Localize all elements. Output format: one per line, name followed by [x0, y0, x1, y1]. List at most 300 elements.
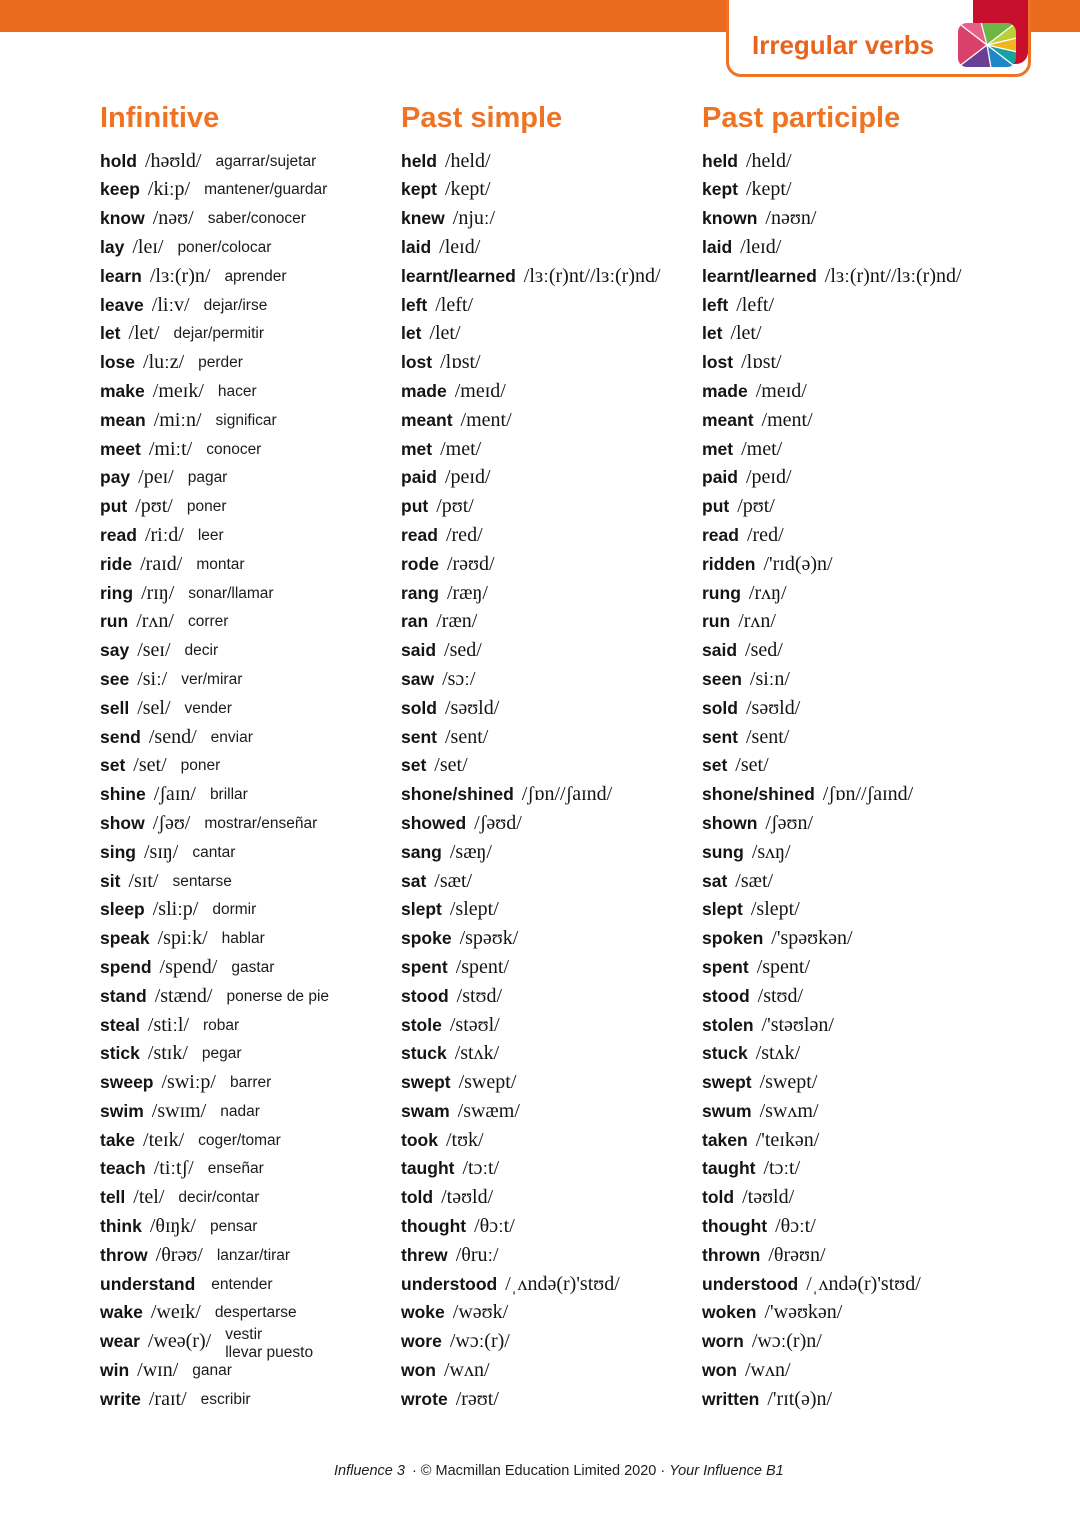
phonetic-transcription: /θɔːt/ — [474, 1215, 515, 1238]
verb-row — [702, 665, 962, 694]
spanish-translation — [203, 1017, 239, 1034]
phonetic-transcription: /ˌʌndə(r)'stʊd/ — [806, 1272, 921, 1295]
verb-row — [702, 1385, 962, 1414]
phonetic-transcription: /leɪd/ — [439, 235, 481, 258]
verb-row — [702, 550, 962, 579]
verb-row — [100, 636, 329, 665]
translation-line: vestir — [225, 1326, 263, 1344]
verb-form: thrown — [702, 1244, 761, 1265]
verb-row — [100, 953, 329, 982]
verb-row — [702, 406, 962, 435]
verb-form: paid — [401, 467, 437, 488]
translation-line: poner — [180, 757, 221, 775]
phonetic-transcription: /θrəʊ/ — [155, 1243, 203, 1266]
verb-row — [401, 175, 661, 204]
phonetic-transcription: /tel/ — [133, 1186, 165, 1209]
spanish-translation — [178, 1189, 259, 1206]
verb-row — [401, 1327, 661, 1356]
phonetic-transcription: /rʌŋ/ — [748, 581, 787, 604]
verb-form: put — [100, 496, 128, 517]
phonetic-transcription: /wəʊk/ — [452, 1301, 509, 1324]
spanish-translation — [204, 815, 317, 832]
verb-form: ridden — [702, 553, 756, 574]
verb-form: stood — [401, 985, 449, 1006]
translation-line: leer — [197, 526, 224, 544]
verb-form: ride — [100, 553, 133, 574]
phonetic-transcription: /weə(r)/ — [147, 1330, 212, 1353]
phonetic-transcription: /lɜː(r)nt//lɜː(r)nd/ — [523, 264, 661, 287]
verb-form: knew — [401, 208, 445, 229]
verb-form: meant — [702, 409, 754, 430]
verb-form: think — [100, 1216, 142, 1237]
verb-row — [100, 147, 329, 176]
phonetic-transcription: /red/ — [746, 523, 784, 546]
verb-form: threw — [401, 1244, 448, 1265]
phonetic-transcription: /set/ — [133, 754, 167, 777]
verb-row — [401, 982, 661, 1011]
verb-row — [100, 1385, 329, 1414]
translation-line: mostrar/enseñar — [204, 814, 318, 832]
verb-row — [401, 1183, 661, 1212]
verb-row — [100, 1326, 329, 1362]
verb-form: wore — [401, 1331, 442, 1352]
verb-form: hold — [100, 150, 137, 171]
verb-row — [100, 319, 329, 348]
spanish-translation — [198, 354, 243, 371]
translation-line: conocer — [206, 440, 262, 458]
verb-form: sweep — [100, 1072, 154, 1093]
verb-row — [702, 1270, 962, 1299]
verb-row — [401, 953, 661, 982]
verb-row — [401, 751, 661, 780]
verb-row — [401, 1385, 661, 1414]
phonetic-transcription: /meɪd/ — [755, 379, 807, 402]
phonetic-transcription: /wɔː(r)/ — [449, 1330, 510, 1353]
phonetic-transcription: /sent/ — [444, 725, 489, 748]
verb-row — [100, 751, 329, 780]
section-title: Irregular verbs — [752, 30, 935, 60]
phonetic-transcription: /wɔː(r)n/ — [751, 1330, 822, 1353]
verb-row — [401, 463, 661, 492]
verb-form: stand — [100, 985, 147, 1006]
verb-form: known — [702, 208, 758, 229]
verb-form: paid — [702, 467, 738, 488]
phonetic-transcription: /siː/ — [137, 667, 168, 690]
spanish-translation — [188, 585, 273, 602]
verb-row — [100, 463, 329, 492]
phonetic-transcription: /pʊt/ — [135, 495, 173, 518]
verb-form: lost — [702, 352, 734, 373]
verb-form: sit — [100, 870, 121, 891]
phonetic-transcription: /let/ — [128, 322, 160, 345]
verb-form: sat — [401, 870, 427, 891]
translation-line: despertarse — [214, 1304, 297, 1322]
phonetic-transcription: /tʊk/ — [445, 1128, 484, 1151]
phonetic-transcription: /'wəʊkən/ — [764, 1301, 843, 1324]
verb-row — [702, 319, 962, 348]
verb-form: read — [100, 524, 137, 545]
verb-form: sleep — [100, 899, 145, 920]
phonetic-transcription: /sliːp/ — [152, 898, 199, 921]
phonetic-transcription: /peɪ/ — [138, 466, 174, 489]
verb-form: rode — [401, 553, 439, 574]
verb-form: spent — [401, 956, 448, 977]
phonetic-transcription: /send/ — [148, 725, 197, 748]
verb-form: send — [100, 726, 141, 747]
verb-row — [100, 1039, 329, 1068]
verb-form: throw — [100, 1244, 148, 1265]
phonetic-transcription: /θruː/ — [455, 1243, 499, 1266]
verb-row — [401, 1126, 661, 1155]
verb-form: met — [702, 438, 734, 459]
verb-form: seen — [702, 668, 742, 689]
verb-form: stuck — [702, 1043, 748, 1064]
verb-form: win — [100, 1360, 130, 1381]
verb-form: rang — [401, 582, 439, 603]
verb-row — [401, 1011, 661, 1040]
phonetic-transcription: /met/ — [440, 437, 482, 460]
verb-form: let — [100, 323, 121, 344]
translation-line: decir — [184, 642, 219, 660]
phonetic-transcription: /sʌŋ/ — [751, 840, 791, 863]
verb-row — [100, 1241, 329, 1270]
phonetic-transcription: /tɔːt/ — [763, 1157, 801, 1180]
verb-form: read — [702, 524, 739, 545]
phonetic-transcription: /lɜː(r)n/ — [149, 264, 211, 287]
phonetic-transcription: /miːt/ — [148, 437, 193, 460]
verb-form: stole — [401, 1014, 442, 1035]
verb-row — [100, 895, 329, 924]
phonetic-transcription: /ˌʌndə(r)'stʊd/ — [505, 1272, 620, 1295]
phonetic-transcription: /stɪk/ — [147, 1042, 188, 1065]
phonetic-transcription: /swʌm/ — [759, 1099, 819, 1122]
spanish-translation — [198, 527, 224, 544]
translation-line: coger/tomar — [198, 1131, 281, 1149]
verb-row — [401, 291, 661, 320]
verb-form: swim — [100, 1100, 144, 1121]
verb-row — [702, 1356, 962, 1385]
verb-form: meant — [401, 409, 453, 430]
verb-form: wake — [100, 1302, 143, 1323]
phonetic-transcription: /spent/ — [756, 955, 811, 978]
verb-row — [702, 1154, 962, 1183]
verb-row — [702, 636, 962, 665]
verb-row — [401, 1270, 661, 1299]
translation-line: vender — [184, 699, 232, 717]
phonetic-transcription: /peɪd/ — [745, 466, 792, 489]
section-tab — [726, 0, 1031, 77]
phonetic-transcription: /liːv/ — [151, 293, 190, 316]
verb-row — [702, 377, 962, 406]
verb-form: speak — [100, 928, 150, 949]
spanish-translation — [188, 469, 228, 486]
phonetic-transcription: /ʃaɪn/ — [153, 783, 196, 806]
verb-form: lost — [401, 352, 433, 373]
translation-line: decir/contar — [178, 1189, 260, 1207]
verb-form: won — [702, 1360, 737, 1381]
verb-form: learn — [100, 265, 142, 286]
verb-form: taught — [702, 1158, 756, 1179]
past-participle-list — [702, 147, 962, 1414]
verb-row — [100, 1154, 329, 1183]
verb-row — [100, 867, 329, 896]
footer-book-title: Influence 3 — [334, 1463, 405, 1479]
verb-row — [702, 809, 962, 838]
phonetic-transcription: /θɪŋk/ — [149, 1215, 196, 1238]
spanish-translation — [206, 441, 261, 458]
verb-form: stick — [100, 1043, 140, 1064]
verb-form: shone/shined — [401, 784, 514, 805]
spanish-translation — [218, 383, 257, 400]
verb-form: sell — [100, 697, 130, 718]
spanish-translation — [188, 613, 228, 630]
phonetic-transcription: /'rɪd(ə)n/ — [763, 552, 833, 575]
verb-form: say — [100, 640, 130, 661]
verb-form: told — [702, 1187, 735, 1208]
verb-form: swum — [702, 1100, 752, 1121]
verb-form: slept — [401, 899, 442, 920]
translation-line: enviar — [210, 728, 253, 746]
verb-form: sent — [401, 726, 437, 747]
phonetic-transcription: /miːn/ — [153, 408, 202, 431]
phonetic-transcription: /wʌn/ — [444, 1359, 490, 1382]
verb-row — [100, 348, 329, 377]
spanish-translation — [196, 556, 244, 573]
phonetic-transcription: /θɔːt/ — [775, 1215, 816, 1238]
verb-row — [100, 723, 329, 752]
translation-line: poner/colocar — [177, 238, 272, 256]
verb-row — [702, 895, 962, 924]
verb-form: kept — [702, 179, 738, 200]
verb-row — [100, 233, 329, 262]
phonetic-transcription: /meɪk/ — [152, 379, 204, 402]
spanish-translation — [217, 1247, 290, 1264]
phonetic-transcription: /ʃɒn//ʃaɪnd/ — [521, 783, 613, 806]
spanish-translation — [177, 239, 271, 256]
verb-row — [100, 204, 329, 233]
spanish-translation — [172, 873, 231, 890]
translation-line: ganar — [192, 1362, 232, 1380]
verb-form: understood — [401, 1273, 498, 1294]
phonetic-transcription: /red/ — [445, 523, 483, 546]
verb-row — [401, 924, 661, 953]
verb-row — [100, 1298, 329, 1327]
phonetic-transcription: /njuː/ — [452, 207, 496, 230]
verb-row — [100, 406, 329, 435]
phonetic-transcription: /pʊt/ — [737, 495, 775, 518]
spanish-translation — [215, 153, 316, 170]
phonetic-transcription: /lɜː(r)nt//lɜː(r)nd/ — [824, 264, 962, 287]
verb-row — [401, 1212, 661, 1241]
translation-line: montar — [196, 555, 245, 573]
verb-row — [702, 723, 962, 752]
phonetic-transcription: /ʃəʊ/ — [152, 811, 191, 834]
verb-form: taken — [702, 1129, 748, 1150]
phonetic-transcription: /stʌk/ — [454, 1042, 500, 1065]
phonetic-transcription: /seɪ/ — [137, 639, 171, 662]
translation-line: pegar — [201, 1045, 242, 1063]
verb-row — [401, 838, 661, 867]
past-participle-heading: Past participle — [702, 102, 901, 134]
verb-row — [702, 1183, 962, 1212]
verb-row — [702, 1097, 962, 1126]
verb-row — [401, 867, 661, 896]
verb-row — [401, 665, 661, 694]
verb-form: show — [100, 812, 145, 833]
verb-row — [401, 579, 661, 608]
verb-form: took — [401, 1129, 438, 1150]
phonetic-transcription: /meɪd/ — [454, 379, 506, 402]
verb-row — [702, 1039, 962, 1068]
phonetic-transcription: /luːz/ — [143, 351, 185, 374]
verb-form: write — [100, 1388, 141, 1409]
phonetic-transcription: /stænd/ — [154, 984, 213, 1007]
phonetic-transcription: /leɪd/ — [740, 235, 782, 258]
verb-row — [100, 809, 329, 838]
translation-line: pensar — [209, 1218, 258, 1236]
phonetic-transcription: /riːd/ — [144, 523, 184, 546]
phonetic-transcription: /swiːp/ — [161, 1071, 216, 1094]
verb-row — [401, 1298, 661, 1327]
verb-row — [702, 175, 962, 204]
verb-row — [401, 1097, 661, 1126]
verb-form: meet — [100, 438, 141, 459]
verb-row — [100, 780, 329, 809]
spanish-translation — [204, 181, 327, 198]
translation-line: correr — [187, 613, 229, 631]
verb-row — [100, 1011, 329, 1040]
phonetic-transcription: /swæm/ — [457, 1099, 520, 1122]
verb-form: read — [401, 524, 438, 545]
verb-form: thought — [401, 1216, 467, 1237]
verb-row — [100, 694, 329, 723]
phonetic-transcription: /'rɪt(ə)n/ — [767, 1387, 833, 1410]
phonetic-transcription: /stʊd/ — [456, 984, 503, 1007]
spanish-translation — [192, 844, 235, 861]
verb-row — [702, 751, 962, 780]
verb-form: sing — [100, 841, 136, 862]
verb-row — [100, 1097, 329, 1126]
phonetic-transcription: /swept/ — [759, 1071, 818, 1094]
translation-line: agarrar/sujetar — [215, 152, 317, 170]
verb-form: written — [702, 1388, 760, 1409]
verb-row — [401, 694, 661, 723]
verb-row — [702, 435, 962, 464]
translation-line: gastar — [231, 958, 275, 976]
phonetic-transcription: /siːn/ — [749, 667, 790, 690]
verb-form: swam — [401, 1100, 450, 1121]
verb-row — [100, 1270, 329, 1299]
verb-form: wrote — [401, 1388, 448, 1409]
spanish-translation — [225, 1326, 314, 1362]
spanish-translation — [210, 786, 248, 803]
phonetic-transcription: /sel/ — [137, 696, 171, 719]
verb-form: stuck — [401, 1043, 447, 1064]
spanish-translation — [222, 930, 265, 947]
verb-row — [702, 233, 962, 262]
verb-form: understood — [702, 1273, 799, 1294]
verb-form: showed — [401, 812, 467, 833]
spanish-translation — [181, 757, 221, 774]
phonetic-transcription: /stʌk/ — [755, 1042, 801, 1065]
translation-line: aprender — [224, 267, 287, 285]
footer-edition: Your Influence B1 — [669, 1463, 784, 1479]
verb-row — [401, 204, 661, 233]
verb-form: set — [100, 755, 126, 776]
spanish-translation — [212, 901, 256, 918]
verb-row — [702, 1068, 962, 1097]
verb-form: laid — [401, 236, 432, 257]
spanish-translation — [211, 729, 253, 746]
phonetic-transcription: /sɪŋ/ — [143, 840, 179, 863]
phonetic-transcription: /leɪ/ — [132, 235, 164, 258]
verb-form: left — [401, 294, 428, 315]
verb-row — [401, 233, 661, 262]
verb-form: shone/shined — [702, 784, 815, 805]
verb-row — [401, 607, 661, 636]
phonetic-transcription: /weɪk/ — [150, 1301, 201, 1324]
multicolour-cube-logo-icon — [957, 22, 1017, 68]
verb-row — [702, 262, 962, 291]
verb-form: rung — [702, 582, 741, 603]
phonetic-transcription: /teɪk/ — [143, 1128, 185, 1151]
verb-form: sold — [401, 697, 437, 718]
translation-line: hacer — [217, 382, 257, 400]
translation-line: dejar/irse — [203, 296, 268, 314]
verb-form: put — [702, 496, 730, 517]
verb-form: ran — [401, 611, 429, 632]
verb-row — [100, 521, 329, 550]
translation-line: nadar — [220, 1102, 260, 1120]
spanish-translation — [185, 700, 232, 717]
past-simple-list — [401, 147, 661, 1414]
verb-form: keep — [100, 179, 140, 200]
spanish-translation — [174, 325, 264, 342]
verb-form: shown — [702, 812, 758, 833]
phonetic-transcription: /stʊd/ — [757, 984, 804, 1007]
translation-line: perder — [198, 354, 243, 372]
verb-form: told — [401, 1187, 434, 1208]
translation-line: pagar — [187, 469, 228, 487]
translation-line: brillar — [209, 786, 248, 804]
translation-line: ponerse de pie — [226, 987, 330, 1005]
verb-form: leave — [100, 294, 144, 315]
phonetic-transcription: /stəʊl/ — [449, 1013, 500, 1036]
verb-form: learnt/learned — [702, 265, 817, 286]
phonetic-transcription: /wɪn/ — [137, 1359, 179, 1382]
verb-row — [401, 1356, 661, 1385]
phonetic-transcription: /sæt/ — [434, 869, 473, 892]
spanish-translation — [211, 1276, 272, 1293]
verb-row — [702, 492, 962, 521]
verb-form: shine — [100, 784, 146, 805]
verb-form: run — [702, 611, 731, 632]
verb-row — [401, 1154, 661, 1183]
translation-line: robar — [203, 1016, 240, 1034]
verb-row — [702, 463, 962, 492]
verb-form: lose — [100, 352, 136, 373]
verb-form: sat — [702, 870, 728, 891]
verb-form: wear — [100, 1331, 140, 1352]
verb-row — [702, 694, 962, 723]
verb-row — [401, 1039, 661, 1068]
phonetic-transcription: /wʌn/ — [745, 1359, 791, 1382]
verb-row — [100, 982, 329, 1011]
verb-row — [702, 1327, 962, 1356]
past-simple-heading: Past simple — [401, 102, 563, 134]
verb-row — [100, 262, 329, 291]
spanish-translation — [216, 412, 277, 429]
